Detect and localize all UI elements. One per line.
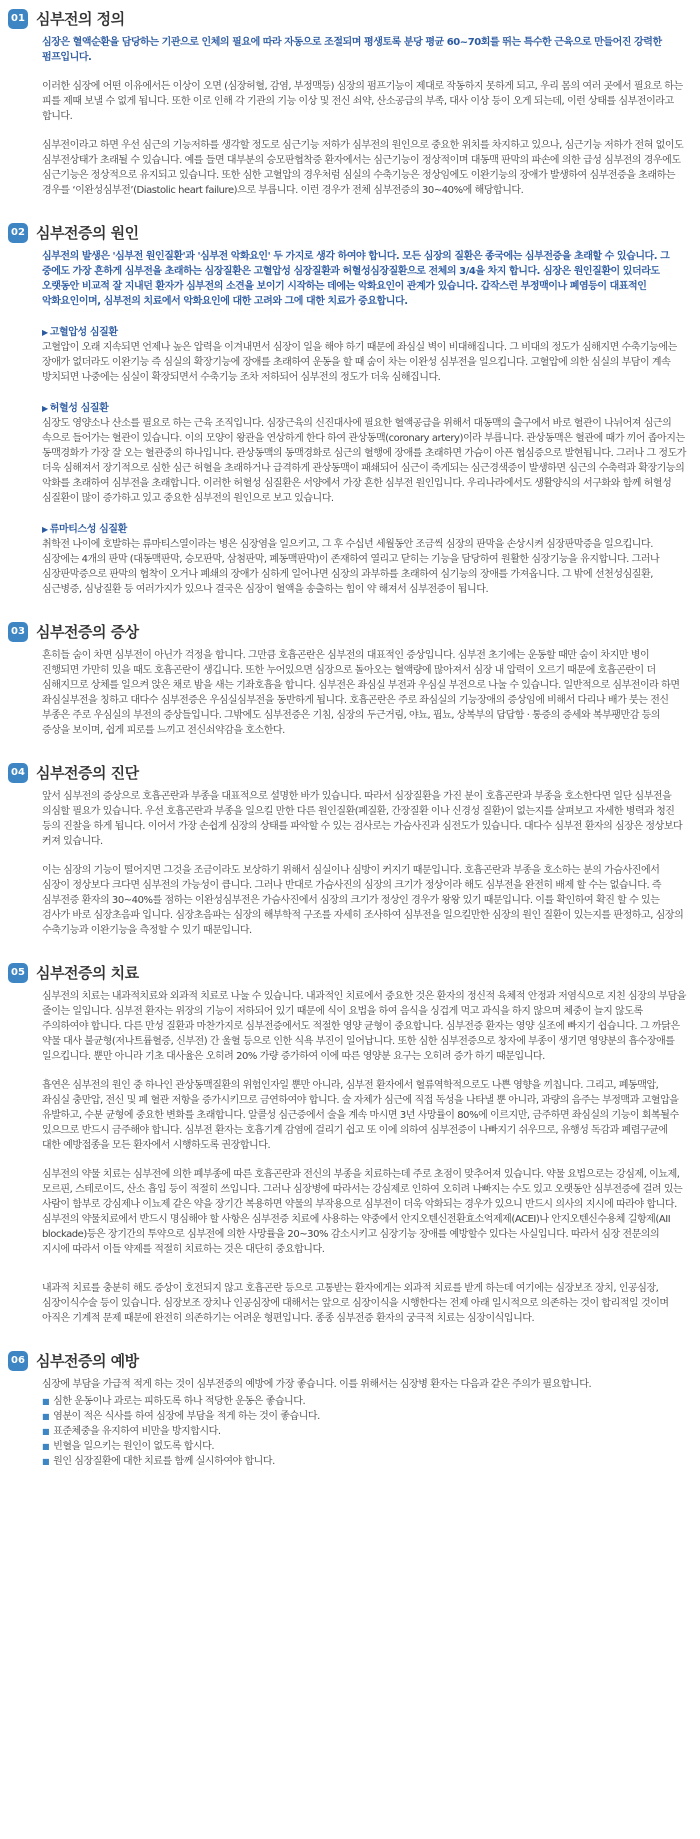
paragraph: 내과적 치료를 충분히 해도 증상이 호전되지 않고 호흡곤란 등으로 고통받는 환자에게는 외과적 치료를 받게 하는데 여기에는 심장보조 장치, 인공심장, 심장이식수술 등이 있습니다. 심장보조 장치나 인공심장에 대해서는 앞으로 심장이식을 시행한다는 전제 아래 일시적으로 의존하는 것이 합리적일 것이며 아직은 기계적 문제 때문에 완전히 의존하기는 어려운 형편입니다. 종종 심부전증 환자의 궁극적 치료는 심장이식입니다. [42, 1283, 669, 1324]
paragraph: 심부전의 치료는 내과적치료와 외과적 치료로 나눌 수 있습니다. 내과적인 치료에서 중요한 것은 환자의 정신적 육체적 안정과 저염식으로 지친 심장의 부담을 줄이는 일입니다. 심부전 환자는 위장의 기능이 저하되어 있기 때문에 식이 요법을 하여 음식을 싱겁게 먹고 과식을 하지 않으며 체중이 늘지 않도록 주의하여야 합니다. 다른 만성 질환과 마찬가지로 심부전증에서도 적절한 영양 균형이 중요합니다. 심부전증 환자는 영양 실조에 빠지기 쉽습니다. 그 까닭은 약물 대사 불균형(저나트륨혈증, 신부전) 간 울혈 등으로 인한 식욕 부진이 일어납니다. 또한 심한 심부전증으로 창자에 부종이 생기면 영양분의 흡수장애를 일으킵니다. 뿐만 아니라 기초 대사율은 오히려 20% 가량 증가하여 이에 따른 영양분 요구는 오히려 증가 하기 때문입니다. [42, 991, 687, 1062]
list-item: ■ 표준체중을 유지하여 비만을 방지합시다. [42, 1426, 221, 1437]
paragraph: 흡연은 심부전의 원인 중 하나인 관상동맥질환의 위험인자일 뿐만 아니라, 심부전 환자에서 혈류역학적으로도 나쁜 영향을 끼칩니다. 그리고, 폐동맥압, 좌심실 충만압, 전신 및 폐 혈관 저항을 증가시키므로 금연하여야 합니다. 술 자체가 심근에 직접 독성을 나타낼 뿐 아니라, 과량의 음주는 부정맥과 고혈압을 유발하고, 수분 균형에 중요한 변화를 초래합니다. 알콜성 심근증에서 술을 계속 마시면 3년 사망률이 80%에 이르지만, 금주하면 좌심실의 기능이 회복될수 있으므로 반드시 금주해야 합니다. 심부전 환자는 호흡기계 감염에 걸리기 쉽고 또 이에 의하여 심부전증이 나빠지기 쉬우므로, 유행성 독감과 폐렴구균에 대한 예방접종을 모든 환자에서 시행하도록 권장합니다. [42, 1080, 679, 1151]
subsection-text: 취학전 나이에 호발하는 류마티스열이라는 병은 심장염을 일으키고, 그 후 수십년 세월동안 조금씩 심장의 판막을 손상시켜 심장판막증을 일으킵니다. 심장에는 4개의 판막 (대동맥판막, 승모판막, 삼첨판막, 폐동맥판막)이 존재하여 열리고 닫히는 기능을 담당하여 원활한 심장기능을 유지합니다. 그러나 심장판막증으로 판막의 협착이 오거나 폐쇄의 장애가 심하게 일어나면 심장의 과부하를 초래하여 심기능의 장애를 가져옵니다. 그 밖에 선천성심질환, 심근병증, 심낭질환 등 여러가지가 있으나 결국은 심장이 혈액을 송출하는 힘이 약 해져서 심부전증이 됩니다. [42, 539, 660, 595]
paragraph: 흔히들 숨이 차면 심부전이 아닌가 걱정을 합니다. 그만큼 호흡곤란은 심부전의 대표적인 증상입니다. 심부전 초기에는 운동할 때만 숨이 차지만 병이 진행되면 가만히 있을 때도 호흡곤란이 생깁니다. 또한 누어있으면 심장으로 돌아오는 혈액량에 많아져서 심장 내 압력이 오르기 때문에 호흡곤란이 더 심해지므로 상체를 일으켜 앉은 채로 밤을 새는 기좌호흡을 합니다. 심부전은 좌심실 부전과 우심실 부전으로 나눌 수 있습니다. 일반적으로 심부전이라 하면 좌심실부전을 칭하고 대다수 심부전증은 우심실심부전을 동반하게 됩니다. 호흡곤란은 주로 좌심실의 기능장애의 증상임에 비해서 다리나 배가 붓는 전신 부종은 주로 우심실의 부전의 증상들입니다. 그밖에도 심부전증은 기침, 심장의 두근거림, 야뇨, 핍뇨, 상복부의 답답함 · 통증의 증세와 복부팽만감 등의 증상을 보이며, 쉽게 피로를 느끼고 전신쇠약감을 호소한다. [42, 650, 680, 736]
section-title: 심부전증의 예방 [36, 1352, 139, 1370]
section-number-badge: 04 [8, 763, 28, 783]
bullet-icon: ■ [42, 1427, 50, 1436]
paragraph: 심장에 부담을 가급적 적게 하는 것이 심부전증의 예방에 가장 좋습니다. 이를 위해서는 심장병 환자는 다음과 같은 주의가 필요합니다. [42, 1379, 592, 1390]
triangle-bullet-icon: ▶ [42, 404, 48, 413]
section-title: 심부전증의 원인 [36, 224, 139, 242]
section-number-badge: 06 [8, 1351, 28, 1371]
subsection-title: ▶ 허혈성 심질환 [42, 403, 109, 414]
section-number-badge: 05 [8, 963, 28, 983]
section-title: 심부전증의 치료 [36, 964, 139, 982]
section-number-badge: 03 [8, 622, 28, 642]
subsection-title: ▶ 류마티스성 심질환 [42, 524, 127, 535]
section-treatment [8, 962, 692, 1326]
section-definition [8, 8, 692, 198]
section-title: 심부전증의 증상 [36, 623, 139, 641]
bullet-icon: ■ [42, 1397, 50, 1406]
section-title: 심부전의 정의 [36, 10, 125, 28]
paragraph: 앞서 심부전의 증상으로 호흡곤란과 부종을 대표적으로 설명한 바가 있습니다. 따라서 심장질환을 가진 분이 호흡곤란과 부종을 호소한다면 일단 심부전을 의심할 필요가 있습니다. 우선 호흡곤란과 부종을 일으킬 만한 다른 원인질환(폐질환, 간장질환 이나 신경성 질환)이 없는지를 살펴보고 자세한 병력과 청진 등의 진찰을 하게 됩니다. 이어서 가장 손쉽게 심장의 상태를 파악할 수 있는 검사로는 가슴사진과 심전도가 있습니다. 대다수 심부전 환자의 심장은 정상보다 커져 있습니다. [42, 791, 683, 847]
list-item: ■ 빈혈을 일으키는 원인이 없도록 합시다. [42, 1441, 215, 1452]
paragraph: 심부전이라고 하면 우선 심근의 기능저하를 생각할 정도로 심근기능 저하가 심부전의 원인으로 중요한 위치를 차지하고 있으나, 심근기능 저하가 전혀 없이도 심부전상태가 초래될 수 있습니다. 예를 들면 대부분의 승모판협착증 환자에서는 심근기능이 정상적이며 대동맥 판막의 파손에 의한 급성 심부전의 경우에도 심근기능은 정상적으로 유지되고 있습니다. 또한 심한 고혈압의 경우처럼 심실의 수축기능은 정상임에도 이완기능의 장애가 발생하여 심부전증을 초래하는 경우를 ‘이완성심부전’(Diastolic heart failure)으로 부릅니다. 이런 경우가 전체 심부전증의 30~40%에 해당합니다. [42, 140, 684, 196]
section-lead: 심부전의 발생은 '심부전 원인질환'과 '심부전 악화요인' 두 가지로 생각 하여야 합니다. 모든 심장의 질환은 종국에는 심부전증을 초래할 수 있습니다. 그 중에도 가장 흔하게 심부전을 초래하는 심장질환은 고혈압성 심장질환과 허혈성심장질환으로 전체의 3/4을 차지 합니다. 심장은 원인질환이 있더라도 오랫동안 비교적 잘 지내던 환자가 심부전의 소견을 보이기 시작하는 데에는 악화요인이 관계가 있습니다. 갑작스런 부정맥이나 폐염등이 대표적인 악화요인이며, 심부전의 치료에서 악화요인에 대한 고려와 그에 대한 치료가 중요합니다. [42, 251, 670, 307]
triangle-bullet-icon: ▶ [42, 328, 48, 337]
section-title: 심부전증의 진단 [36, 764, 139, 782]
section-symptoms [8, 621, 692, 738]
list-item: ■ 원인 심장질환에 대한 치료를 함께 실시하여야 합니다. [42, 1456, 275, 1467]
subsection-text: 고혈압이 오래 지속되면 언제나 높은 압력을 이겨내면서 심장이 일을 해야 하기 때문에 좌심실 벽이 비대해집니다. 그 비대의 정도가 심해지면 수축기능에는 장애가 없더라도 이완기능 즉 심실의 확장기능에 장애를 초래하여 운동을 할 때 숨이 차는 이완성 심부전을 일으킵니다. 고혈압에 의한 심실의 부담이 계속 방치되면 나중에는 심실이 확장되면서 수축기능 조차 저하되어 심부전의 정도가 더욱 심해집니다. [42, 342, 677, 383]
subsection-title: ▶ 고혈압성 심질환 [42, 327, 118, 338]
paragraph: 심부전의 약물 치료는 심부전에 의한 폐부종에 따른 호흡곤란과 전신의 부종을 치료하는데 주로 초점이 맞추어져 있습니다. 약물 요법으로는 강심제, 이뇨제, 모르핀, 스테로이드, 산소 흡입 등이 적절히 쓰입니다. 그러나 심장병에 따라서는 강심제로 인하여 오히려 나빠지는 수도 있고 오랫동안 심부전증에 걸려 있는 사람이 함부로 강심제나 이뇨제 같은 약을 장기간 복용하면 약물의 부작용으로 심부전이 더욱 악화되는 경우가 있으니 반드시 의사의 지시에 따라야 합니다.심부전의 약물치료에서 반드시 명심해야 할 사항은 심부전증 치료에 사용하는 약중에서 안지오텐신전환효소억제제(ACEI)나 안지오텐신수용체 길항제(AII blockade)등은 장기간의 투약으로 심부전에 의한 사망률을 20~30% 감소시키고 심장기능 장애를 예방할수 있다는 사실입니다. 따라서 심장 전문의의 지시에 따라서 이들 약제를 적절히 치료하는 것은 대단히 중요합니다. [42, 1169, 683, 1255]
section-lead: 심장은 혈액순환을 담당하는 기관으로 인체의 필요에 따라 자동으로 조절되며 평생토록 분당 평균 60~70회를 뛰는 특수한 근육으로 만들어진 강력한 펌프입니다. [42, 37, 662, 63]
bullet-icon: ■ [42, 1442, 50, 1451]
subsection-text: 심장도 영양소나 산소를 필요로 하는 근육 조직입니다. 심장근육의 신진대사에 필요한 혈액공급을 위해서 대동맥의 출구에서 바로 혈관이 나뉘어져 심근의 속으로 들어가는 혈관이 있습니다. 이의 모양이 왕관을 연상하게 한다 하여 관상동맥(coronary artery)이라 부릅니다. 관상동맥은 혈관에 때가 끼어 좁아지는 동맥경화가 가장 잘 오는 혈관중의 하나입니다. 관상동맥의 동맥경화로 심근의 혈행에 장애를 초래하면 가슴이 아픈 협심증으로 발현됩니다. 그러나 그 정도가 더욱 심해져서 장기적으로 심한 심근 허혈을 초래하거나 급격하게 관상동맥이 패쇄되어 심근이 죽게되는 심근경색증이 발생하면 심근의 수축력과 확장기능의 악화를 초래하여 심부전을 초래합니다. 이러한 허혈성 심질환은 서양에서 가장 흔한 심부전 원인입니다. 우리나라에서도 생활양식의 서구화와 함께 허혈성 심질환이 많이 증가하고 있고 중요한 심부전의 원인으로 보고 있습니다. [42, 418, 687, 504]
section-prevention [8, 1350, 692, 1469]
bullet-icon: ■ [42, 1457, 50, 1466]
section-causes [8, 222, 692, 597]
section-number-badge: 02 [8, 223, 28, 243]
bullet-icon: ■ [42, 1412, 50, 1421]
triangle-bullet-icon: ▶ [42, 525, 48, 534]
section-diagnosis [8, 762, 692, 938]
list-item: ■ 염분이 적은 식사를 하여 심장에 부담을 적게 하는 것이 좋습니다. [42, 1411, 320, 1422]
paragraph: 이러한 심장에 어떤 이유에서든 이상이 오면 (심장허혈, 감염, 부정맥등) 심장의 펌프기능이 제대로 작동하지 못하게 되고, 우리 몸의 여러 곳에서 필요로 하는 피를 제때 보낼 수 없게 됩니다. 또한 이로 인해 각 기관의 기능 이상 및 전신 쇠약, 산소공급의 부족, 대사 이상 등이 오게 되는데, 이런 상태를 심부전이라고 합니다. [42, 81, 683, 122]
section-number-badge: 01 [8, 9, 28, 29]
prevention-list [42, 1394, 686, 1469]
paragraph: 이는 심장의 기능이 떨어지면 그것을 조금이라도 보상하기 위해서 심실이나 심방이 커지기 때문입니다. 호흡곤란과 부종을 호소하는 분의 가슴사진에서 심장이 정상보다 크다면 심부전의 가능성이 큽니다. 그러나 반대로 가슴사진의 심장의 크기가 정상이라 해도 심부전을 완전히 배제 할 수는 없습니다. 즉 심부전증 환자의 30~40%를 점하는 이완성심부전은 가슴사진에서 심장의 크기가 정상인 경우가 왕왕 있기 때문입니다. 이를 확인하여 확진 할 수 있는 검사가 바로 심장초음파 입니다. 심장초음파는 심장의 해부학적 구조를 자세히 조사하여 심부전을 일으킬만한 심장의 원인 질환이 있는지를 판정하고, 심장의 수축기능과 이완기능을 측정할 수 있기 때문입니다. [42, 865, 684, 936]
list-item: ■ 심한 운동이나 과로는 피하도록 하나 적당한 운동은 좋습니다. [42, 1396, 306, 1407]
